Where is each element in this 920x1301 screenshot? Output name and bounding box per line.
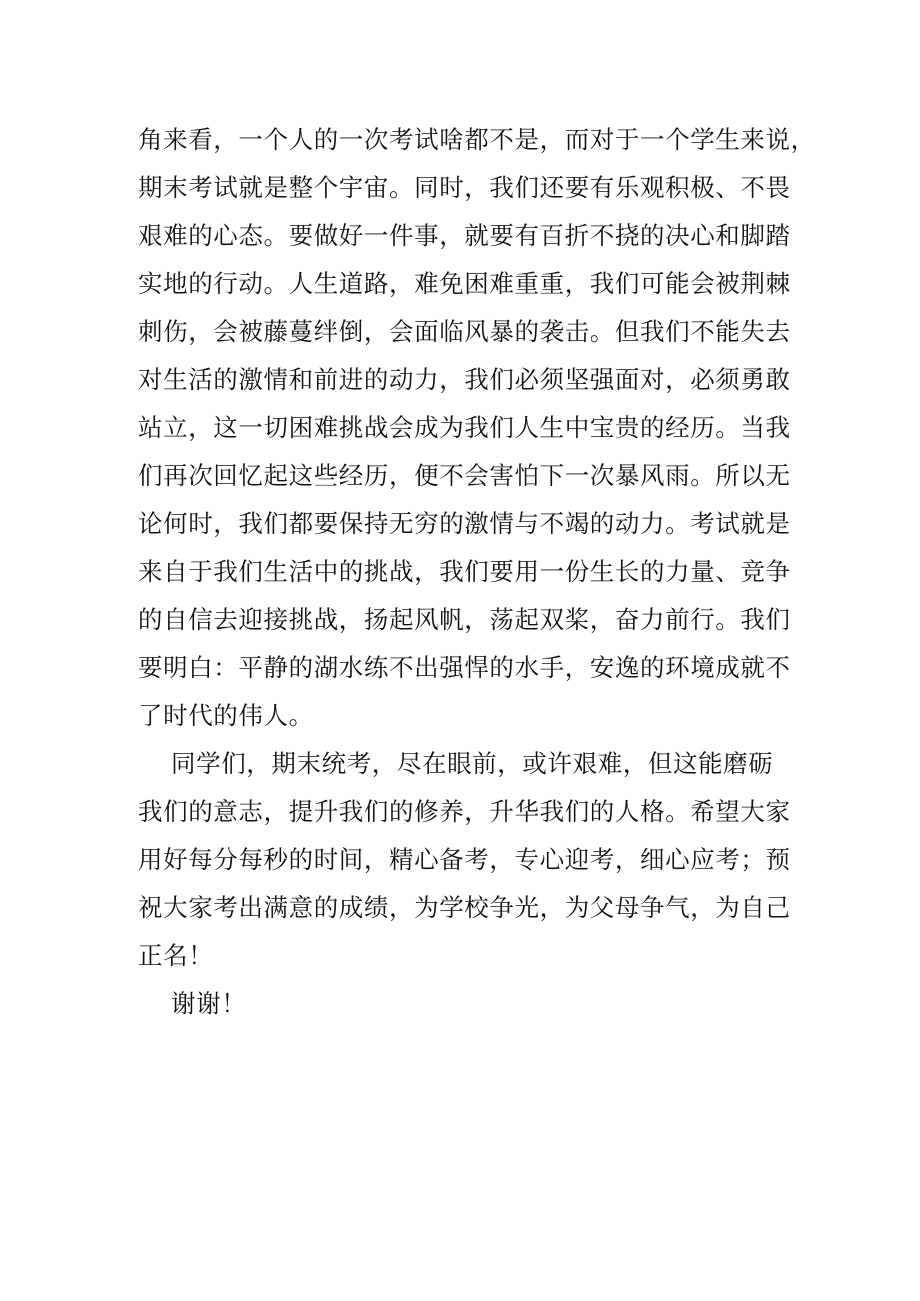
paragraph-line: 来自于我们生活中的挑战，我们要用一份生长的力量、竞争 [138, 557, 791, 586]
paragraph-line: 正名！ [138, 941, 214, 970]
paragraph-line: 对生活的激情和前进的动力，我们必须坚强面对，必须勇敢 [138, 365, 791, 394]
speech-text [138, 116, 816, 1028]
paragraph-line: 论何时，我们都要保持无穷的激情与不竭的动力。考试就是 [138, 509, 791, 538]
paragraph-line: 刺伤，会被藤蔓绊倒，会面临风暴的袭击。但我们不能失去 [138, 317, 791, 346]
paragraph-line: 要明白：平静的湖水练不出强悍的水手，安逸的环境成就不 [138, 653, 791, 682]
paragraph-line: 们再次回忆起这些经历，便不会害怕下一次暴风雨。所以无 [138, 461, 791, 490]
paragraph-line: 实地的行动。人生道路，难免困难重重，我们可能会被荆棘 [138, 269, 791, 298]
paragraph-line: 艰难的心态。要做好一件事，就要有百折不挠的决心和脚踏 [138, 221, 791, 250]
paragraph-2 [138, 740, 798, 980]
paragraph-1 [138, 116, 816, 740]
paragraph-line: 我们的意志，提升我们的修养，升华我们的人格。希望大家 [138, 797, 791, 826]
paragraph-line: 角来看，一个人的一次考试啥都不是，而对于一个学生来说， [138, 125, 816, 154]
paragraph-line: 祝大家考出满意的成绩，为学校争光，为父母争气，为自己 [138, 893, 791, 922]
paragraph-line: 用好每分每秒的时间，精心备考，专心迎考，细心应考；预 [138, 845, 791, 874]
paragraph-line: 同学们，期末统考，尽在眼前，或许艰难，但这能磨砺 [171, 749, 774, 778]
paragraph-line: 的自信去迎接挑战，扬起风帆，荡起双桨，奋力前行。我们 [138, 605, 791, 634]
paragraph-line: 了时代的伟人。 [138, 701, 314, 730]
closing-text: 谢谢！ [171, 989, 247, 1018]
paragraph-line: 期末考试就是整个宇宙。同时，我们还要有乐观积极、不畏 [138, 173, 791, 202]
paragraph-line: 站立，这一切困难挑战会成为我们人生中宝贵的经历。当我 [138, 413, 791, 442]
closing-paragraph [138, 980, 798, 1028]
